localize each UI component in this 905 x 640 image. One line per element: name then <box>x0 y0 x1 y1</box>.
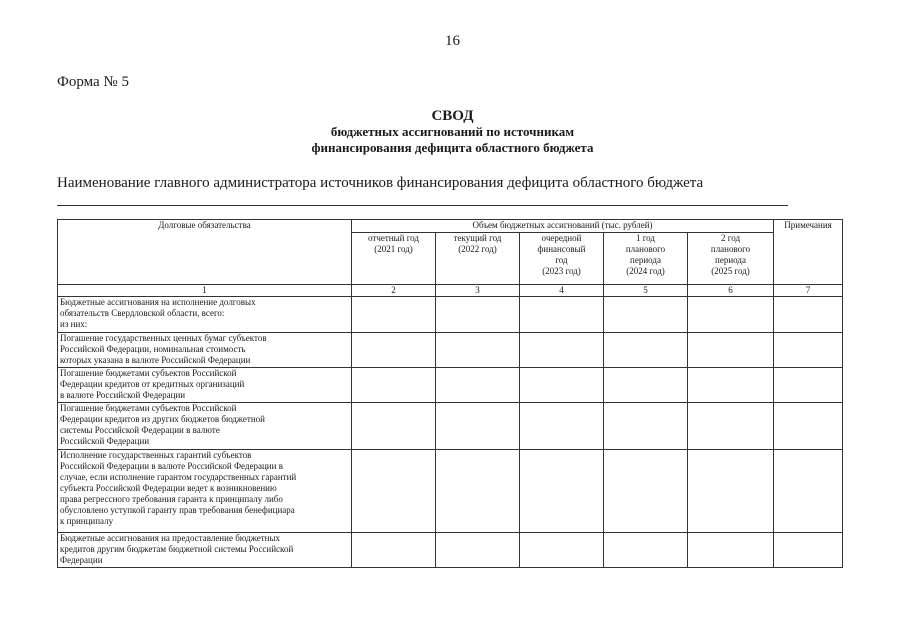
page-number: 16 <box>445 33 460 49</box>
value-cell <box>688 533 774 568</box>
table-row <box>58 333 843 368</box>
value-cell <box>520 450 604 533</box>
table-row <box>58 403 843 450</box>
value-cell <box>352 333 436 368</box>
value-cell <box>688 403 774 450</box>
document-subtitle-line-2: финансирования дефицита областного бюджета <box>311 140 594 155</box>
value-cell <box>520 403 604 450</box>
row-label: Погашение государственных ценных бумаг субъектов Российской Федерации, номинальная стоимость которых указана в валюте Российской Федерации <box>58 333 352 368</box>
value-cell <box>604 297 688 333</box>
value-cell <box>436 533 520 568</box>
value-cell <box>352 403 436 450</box>
column-number: 2 <box>352 285 436 297</box>
header-notes: Примечания <box>774 220 843 285</box>
value-cell <box>352 450 436 533</box>
column-number: 3 <box>436 285 520 297</box>
header-obligations: Долговые обязательства <box>58 220 352 285</box>
administrator-name-underline <box>57 205 788 206</box>
table-row <box>58 297 843 333</box>
value-cell <box>352 297 436 333</box>
column-number: 7 <box>774 285 843 297</box>
value-cell <box>436 297 520 333</box>
notes-cell <box>774 297 843 333</box>
notes-cell <box>774 450 843 533</box>
value-cell <box>604 333 688 368</box>
value-cell <box>604 368 688 403</box>
administrator-name-label: Наименование главного администратора источников финансирования дефицита областного бюджета <box>57 175 704 191</box>
subheader-reporting-year: отчетный год (2021 год) <box>352 233 436 285</box>
value-cell <box>604 450 688 533</box>
row-label: Исполнение государственных гарантий субъектов Российской Федерации в валюте Российской Федерации в случае, если исполнение гарантом государственных гарантий субъекта Российской Федерации ведет к возникновению права регрессного требования гаранта к принципалу либо обусловлено уступкой гаранту прав требования бенефициара к принципалу <box>58 450 352 533</box>
value-cell <box>520 297 604 333</box>
value-cell <box>604 403 688 450</box>
value-cell <box>604 533 688 568</box>
column-number: 6 <box>688 285 774 297</box>
row-label: Погашение бюджетами субъектов Российской Федерации кредитов от кредитных организаций в валюте Российской Федерации <box>58 368 352 403</box>
assignments-table <box>57 219 843 568</box>
notes-cell <box>774 403 843 450</box>
notes-cell <box>774 333 843 368</box>
value-cell <box>688 297 774 333</box>
value-cell <box>352 533 436 568</box>
column-number: 5 <box>604 285 688 297</box>
value-cell <box>688 333 774 368</box>
notes-cell <box>774 533 843 568</box>
column-number: 1 <box>58 285 352 297</box>
column-number: 4 <box>520 285 604 297</box>
document-title: СВОД <box>431 108 474 124</box>
table-row <box>58 368 843 403</box>
value-cell <box>436 450 520 533</box>
value-cell <box>520 368 604 403</box>
value-cell <box>436 333 520 368</box>
subheader-plan-year-1: 1 год планового периода (2024 год) <box>604 233 688 285</box>
value-cell <box>688 450 774 533</box>
value-cell <box>436 403 520 450</box>
value-cell <box>520 533 604 568</box>
row-label: Бюджетные ассигнования на исполнение долговых обязательств Свердловской области, всего: из них: <box>58 297 352 333</box>
form-label: Форма № 5 <box>57 74 129 90</box>
notes-cell <box>774 368 843 403</box>
value-cell <box>436 368 520 403</box>
value-cell <box>688 368 774 403</box>
document-subtitle-line-1: бюджетных ассигнований по источникам <box>330 124 575 139</box>
subheader-current-year: текущий год (2022 год) <box>436 233 520 285</box>
table-row <box>58 533 843 568</box>
table-row <box>58 450 843 533</box>
subheader-plan-year-2: 2 год планового периода (2025 год) <box>688 233 774 285</box>
header-volume: Объем бюджетных ассигнований (тыс. рублей) <box>352 220 774 233</box>
value-cell <box>352 368 436 403</box>
row-label: Бюджетные ассигнования на предоставление бюджетных кредитов другим бюджетам бюджетной системы Российской Федерации <box>58 533 352 568</box>
subheader-next-year: очередной финансовый год (2023 год) <box>520 233 604 285</box>
value-cell <box>520 333 604 368</box>
row-label: Погашение бюджетами субъектов Российской Федерации кредитов из других бюджетов бюджетной системы Российской Федерации в валюте Российской Федерации <box>58 403 352 450</box>
